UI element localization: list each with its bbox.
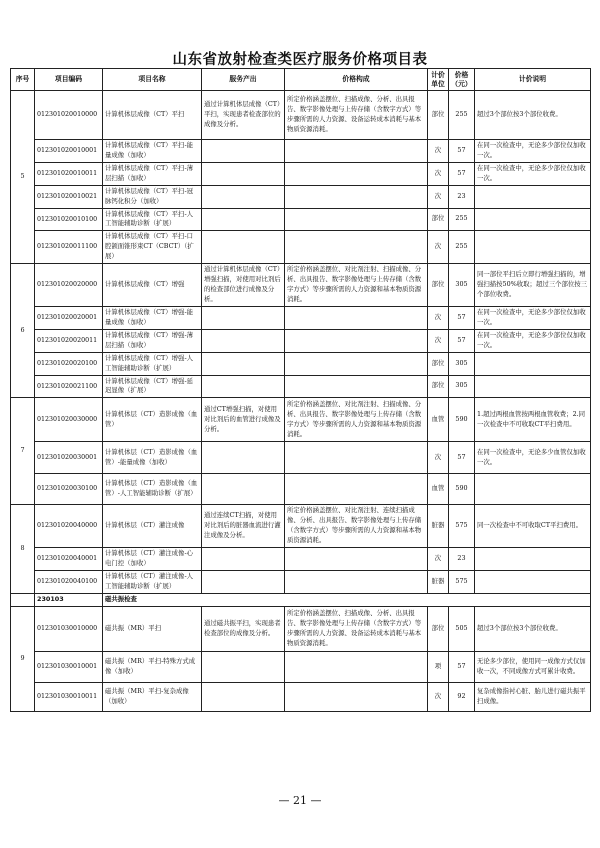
table-row bbox=[11, 306, 591, 329]
cell-code: 012301020010000 bbox=[35, 91, 103, 140]
cell-output bbox=[202, 375, 285, 398]
cell-unit: 次 bbox=[428, 548, 449, 571]
cell-unit: 部位 bbox=[428, 352, 449, 375]
cell-code: 012301020020001 bbox=[35, 306, 103, 329]
cell-content bbox=[285, 231, 428, 264]
cell-note bbox=[475, 548, 591, 571]
cell-name: 磁共振（MR）平扫 bbox=[103, 606, 202, 651]
cell-content: 所定价格涵盖摆位、扫描成像、分析、出具报告、数字影像处理与上传存储（含数字方式）等步骤所需的人力资源、设备运转成本消耗与基本物质资源消耗。 bbox=[285, 91, 428, 140]
cell-output bbox=[202, 682, 285, 711]
cell-note: 超过3个部位按3个部位收费。 bbox=[475, 91, 591, 140]
cell-content: 所定价格涵盖摆位、对比剂注射、扫描成像、分析、出具报告、数字影像处理与上传存储（含数字方式）等步骤所需的人力资源和基本物质资源消耗。 bbox=[285, 398, 428, 442]
cell-note bbox=[475, 208, 591, 231]
table-row bbox=[11, 140, 591, 163]
cell-code: 012301020010001 bbox=[35, 140, 103, 163]
cell-content bbox=[285, 162, 428, 185]
cell-output bbox=[202, 570, 285, 593]
cell-name: 磁共振（MR）平扫-复杂成像（加收） bbox=[103, 682, 202, 711]
cell-unit: 次 bbox=[428, 329, 449, 352]
cell-content bbox=[285, 570, 428, 593]
table-row bbox=[11, 352, 591, 375]
cell-content bbox=[285, 140, 428, 163]
cell-output bbox=[202, 352, 285, 375]
cell-output bbox=[202, 329, 285, 352]
cell-note: 在同一次检查中，无论多少部位仅加收一次。 bbox=[475, 306, 591, 329]
table-row bbox=[11, 474, 591, 505]
header-seq: 序号 bbox=[11, 69, 35, 91]
cell-price: 57 bbox=[449, 442, 475, 474]
cell-code: 012301020020100 bbox=[35, 352, 103, 375]
table-row bbox=[11, 682, 591, 711]
cell-code: 012301020011100 bbox=[35, 231, 103, 264]
header-code: 项目编码 bbox=[35, 69, 103, 91]
page-title: 山东省放射检查类医疗服务价格项目表 bbox=[172, 52, 428, 68]
cell-content bbox=[285, 651, 428, 682]
cell-price: 590 bbox=[449, 398, 475, 442]
cell-name: 计算机体层（CT）造影成像（血管）-能量成像（加收） bbox=[103, 442, 202, 474]
cell-content bbox=[285, 548, 428, 571]
cell-code: 012301020030000 bbox=[35, 398, 103, 442]
cell-output: 通过计算机体层成像（CT）平扫，实现患者检查部位的成像及分析。 bbox=[202, 91, 285, 140]
cell-code: 012301020040000 bbox=[35, 505, 103, 548]
cell-note: 超过3个部位按3个部位收费。 bbox=[475, 606, 591, 651]
cell-unit: 部位 bbox=[428, 208, 449, 231]
cell-code: 012301030010011 bbox=[35, 682, 103, 711]
cell-name: 磁共振（MR）平扫-特殊方式成像（加收） bbox=[103, 651, 202, 682]
cell-note: 在同一次检查中，无论多少部位仅加收一次。 bbox=[475, 162, 591, 185]
cell-content bbox=[285, 442, 428, 474]
cell-name: 计算机体层成像（CT）增强-人工智能辅助诊断（扩展） bbox=[103, 352, 202, 375]
cell-price: 255 bbox=[449, 91, 475, 140]
section-row bbox=[11, 593, 591, 606]
cell-output bbox=[202, 185, 285, 208]
header-name: 项目名称 bbox=[103, 69, 202, 91]
header-unit: 计价单位 bbox=[428, 69, 449, 91]
table-row bbox=[11, 505, 591, 548]
cell-price: 305 bbox=[449, 352, 475, 375]
cell-code: 012301020010021 bbox=[35, 185, 103, 208]
cell-content bbox=[285, 208, 428, 231]
cell-unit: 脏器 bbox=[428, 570, 449, 593]
table-header-row bbox=[11, 69, 591, 91]
cell-code: 012301020010011 bbox=[35, 162, 103, 185]
cell-unit: 部位 bbox=[428, 606, 449, 651]
cell-unit: 次 bbox=[428, 185, 449, 208]
cell-price: 57 bbox=[449, 329, 475, 352]
cell-name: 计算机体层成像（CT）增强-能量成像（加收） bbox=[103, 306, 202, 329]
cell-note: 同一次检查中不可收取CT平扫费用。 bbox=[475, 505, 591, 548]
cell-code: 012301020020000 bbox=[35, 264, 103, 307]
header-output: 服务产出 bbox=[202, 69, 285, 91]
cell-code: 012301020040100 bbox=[35, 570, 103, 593]
cell-code: 012301030010000 bbox=[35, 606, 103, 651]
cell-name: 计算机体层成像（CT）增强 bbox=[103, 264, 202, 307]
cell-seq: 6 bbox=[11, 264, 35, 398]
cell-price: 305 bbox=[449, 264, 475, 307]
cell-output: 通过连续CT扫描，对使用对比剂后的脏器血流进行灌注成像及分析。 bbox=[202, 505, 285, 548]
cell-unit: 项 bbox=[428, 651, 449, 682]
table-row bbox=[11, 548, 591, 571]
cell-seq: 9 bbox=[11, 606, 35, 711]
table-row bbox=[11, 570, 591, 593]
cell-content bbox=[285, 306, 428, 329]
cell-output bbox=[202, 162, 285, 185]
cell-price: 57 bbox=[449, 651, 475, 682]
table-row bbox=[11, 162, 591, 185]
cell-name: 计算机体层成像（CT）增强-延迟显像（扩展） bbox=[103, 375, 202, 398]
cell-output bbox=[202, 140, 285, 163]
table-row bbox=[11, 606, 591, 651]
cell-name: 计算机体层（CT）灌注成像-心电门控（加收） bbox=[103, 548, 202, 571]
cell-content bbox=[285, 375, 428, 398]
header-content: 价格构成 bbox=[285, 69, 428, 91]
cell-note: 无论多少部位，使用同一成像方式仅加收一次，不同成像方式可累计收费。 bbox=[475, 651, 591, 682]
cell-price: 57 bbox=[449, 162, 475, 185]
cell-unit: 血管 bbox=[428, 398, 449, 442]
cell-price: 255 bbox=[449, 208, 475, 231]
section-name: 磁共振检查 bbox=[103, 593, 591, 606]
cell-price: 23 bbox=[449, 185, 475, 208]
cell-price: 23 bbox=[449, 548, 475, 571]
cell-name: 计算机体层（CT）灌注成像 bbox=[103, 505, 202, 548]
cell-name: 计算机体层成像（CT）增强-薄层扫描（加收） bbox=[103, 329, 202, 352]
cell-content bbox=[285, 474, 428, 505]
cell-content bbox=[285, 682, 428, 711]
cell-output: 通过计算机体层成像（CT）增强扫描，对使用对比剂后的检查部位进行成像及分析。 bbox=[202, 264, 285, 307]
price-table bbox=[10, 68, 591, 712]
table-row bbox=[11, 264, 591, 307]
cell-unit: 脏器 bbox=[428, 505, 449, 548]
cell-seq: 5 bbox=[11, 91, 35, 264]
table-row bbox=[11, 651, 591, 682]
cell-content: 所定价格涵盖摆位、扫描成像、分析、出具报告、数字影像处理与上传存储（含数字方式）等步骤所需的人力资源、设备运转成本消耗与基本物质资源消耗。 bbox=[285, 606, 428, 651]
cell-unit: 次 bbox=[428, 306, 449, 329]
cell-unit: 部位 bbox=[428, 91, 449, 140]
cell-note: 在同一次检查中，无论多少血管仅加收一次。 bbox=[475, 442, 591, 474]
cell-note bbox=[475, 231, 591, 264]
cell-unit: 部位 bbox=[428, 264, 449, 307]
cell-code: 012301030010001 bbox=[35, 651, 103, 682]
table-row bbox=[11, 231, 591, 264]
cell-name: 计算机体层成像（CT）平扫-薄层扫描（加收） bbox=[103, 162, 202, 185]
cell-note: 复杂成像指衬心脏、胎儿进行磁共振平扫成像。 bbox=[475, 682, 591, 711]
cell-output bbox=[202, 474, 285, 505]
cell-content: 所定价格涵盖摆位、对比剂注射、扫描成像、分析、出具报告、数字影像处理与上传存储（含数字方式）等步骤所需的人力资源和基本物质资源消耗。 bbox=[285, 264, 428, 307]
cell-note: 1.超过两根血管按两根血管收费；2.同一次检查中不可收取CT平扫费用。 bbox=[475, 398, 591, 442]
cell-unit: 次 bbox=[428, 140, 449, 163]
cell-content bbox=[285, 352, 428, 375]
cell-name: 计算机体层（CT）造影成像（血管）-人工智能辅助诊断（扩展） bbox=[103, 474, 202, 505]
cell-seq: 8 bbox=[11, 505, 35, 593]
table-row bbox=[11, 91, 591, 140]
page-number: — 21 — bbox=[278, 794, 322, 807]
table-row bbox=[11, 398, 591, 442]
cell-price: 505 bbox=[449, 606, 475, 651]
cell-output bbox=[202, 651, 285, 682]
cell-code: 012301020010100 bbox=[35, 208, 103, 231]
cell-unit: 次 bbox=[428, 231, 449, 264]
cell-note bbox=[475, 352, 591, 375]
cell-name: 计算机体层成像（CT）平扫-口腔颌面锥形束CT（CBCT）（扩展） bbox=[103, 231, 202, 264]
cell-code: 012301020030100 bbox=[35, 474, 103, 505]
cell-note bbox=[475, 570, 591, 593]
cell-output bbox=[202, 231, 285, 264]
cell-price: 255 bbox=[449, 231, 475, 264]
cell-content bbox=[285, 185, 428, 208]
table-row bbox=[11, 185, 591, 208]
cell-price: 92 bbox=[449, 682, 475, 711]
cell-note: 在同一次检查中，无论多少部位仅加收一次。 bbox=[475, 140, 591, 163]
cell-output bbox=[202, 548, 285, 571]
cell-price: 590 bbox=[449, 474, 475, 505]
cell-output bbox=[202, 442, 285, 474]
cell-note: 在同一次检查中，无论多少部位仅加收一次。 bbox=[475, 329, 591, 352]
header-note: 计价说明 bbox=[475, 69, 591, 91]
cell-price: 575 bbox=[449, 570, 475, 593]
cell-note bbox=[475, 375, 591, 398]
cell-name: 计算机体层成像（CT）平扫-冠脉钙化积分（加收） bbox=[103, 185, 202, 208]
cell-code: 012301020021100 bbox=[35, 375, 103, 398]
cell-output bbox=[202, 306, 285, 329]
cell-name: 计算机体层成像（CT）平扫-能量成像（加收） bbox=[103, 140, 202, 163]
table-row bbox=[11, 329, 591, 352]
cell-price: 57 bbox=[449, 306, 475, 329]
cell-price: 57 bbox=[449, 140, 475, 163]
cell-code: 012301020040001 bbox=[35, 548, 103, 571]
cell-unit: 血管 bbox=[428, 474, 449, 505]
section-code: 230103 bbox=[35, 593, 103, 606]
cell-code: 012301020020011 bbox=[35, 329, 103, 352]
cell-note: 同一部位平扫后立即行增强扫描的，增强扫描按50%收取；超过三个部位按三个部位收费。 bbox=[475, 264, 591, 307]
cell-output bbox=[202, 208, 285, 231]
cell-unit: 次 bbox=[428, 682, 449, 711]
table-row bbox=[11, 442, 591, 474]
cell-price: 305 bbox=[449, 375, 475, 398]
cell-output: 通过CT增强扫描，对使用对比剂后的血管进行成像及分析。 bbox=[202, 398, 285, 442]
cell-note bbox=[475, 185, 591, 208]
table-row bbox=[11, 208, 591, 231]
cell-price: 575 bbox=[449, 505, 475, 548]
cell-note bbox=[475, 474, 591, 505]
cell-unit: 次 bbox=[428, 162, 449, 185]
cell-name: 计算机体层成像（CT）平扫-人工智能辅助诊断（扩展） bbox=[103, 208, 202, 231]
cell-output: 通过磁共振平扫，实现患者检查部位的成像及分析。 bbox=[202, 606, 285, 651]
cell-seq: 7 bbox=[11, 398, 35, 505]
cell-code: 012301020030001 bbox=[35, 442, 103, 474]
cell-name: 计算机体层（CT）造影成像（血管） bbox=[103, 398, 202, 442]
cell-content: 所定价格涵盖摆位、对比剂注射、连续扫描成像、分析、出具报告、数字影像处理与上传存储（含数字方式）等步骤所需的人力资源和基本物质资源消耗。 bbox=[285, 505, 428, 548]
table-row bbox=[11, 375, 591, 398]
cell-name: 计算机体层（CT）灌注成像-人工智能辅助诊断（扩展） bbox=[103, 570, 202, 593]
header-price: 价格（元） bbox=[449, 69, 475, 91]
cell-unit: 次 bbox=[428, 442, 449, 474]
cell-content bbox=[285, 329, 428, 352]
cell-name: 计算机体层成像（CT）平扫 bbox=[103, 91, 202, 140]
cell-unit: 部位 bbox=[428, 375, 449, 398]
